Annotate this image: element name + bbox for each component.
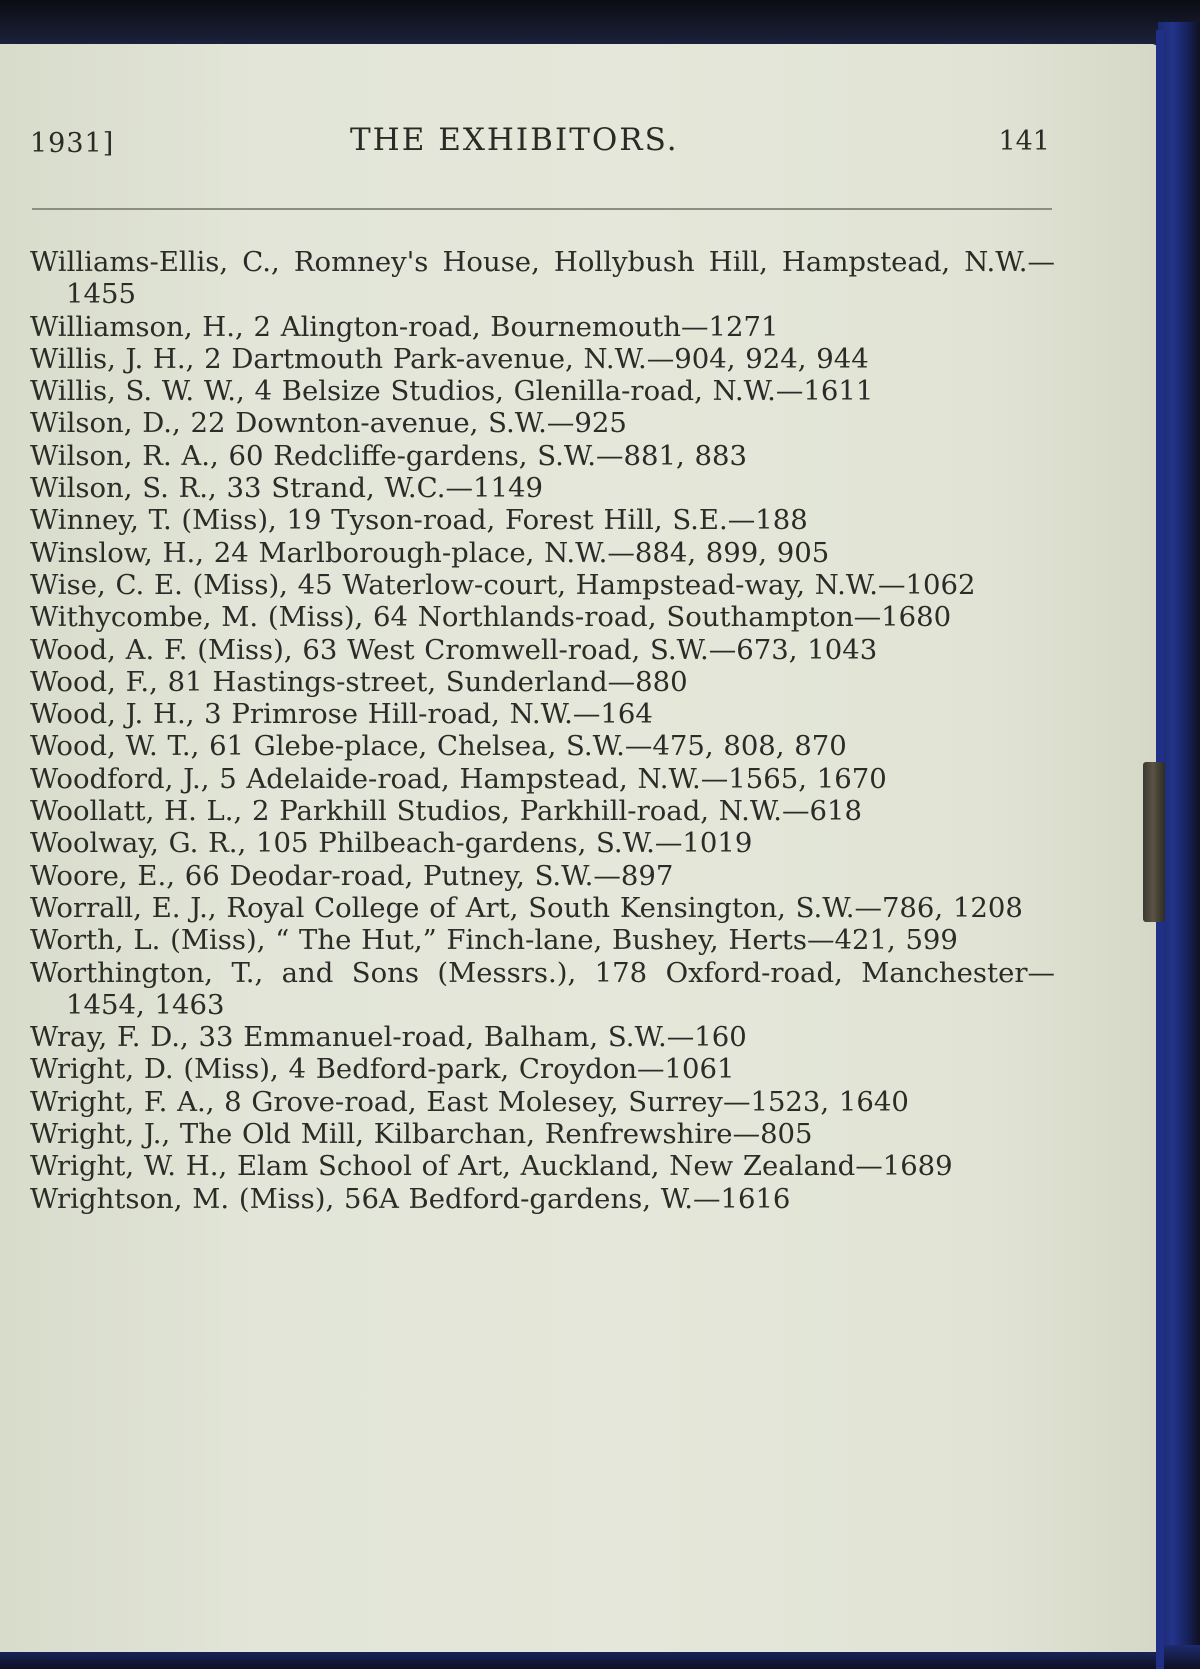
exhibitor-entry: Withycombe, M. (Miss), 64 Northlands-road, Southampton—1680 — [30, 601, 952, 634]
exhibitor-entry: Wright, W. H., Elam School of Art, Auckland, New Zealand—1689 — [30, 1150, 953, 1183]
header-year: 1931] — [30, 128, 115, 159]
exhibitor-entry: Williams-Ellis, C., Romney's House, Hollybush Hill, Hampstead, N.W.—1455 — [30, 246, 1055, 311]
exhibitor-entry: Willis, J. H., 2 Dartmouth Park-avenue, N.W.—904, 924, 944 — [30, 342, 869, 375]
exhibitor-entry: Wood, J. H., 3 Primrose Hill-road, N.W.—164 — [30, 698, 653, 731]
exhibitor-entry: Wilson, D., 22 Downton-avenue, S.W.—925 — [30, 407, 627, 440]
exhibitor-entry: Woollatt, H. L., 2 Parkhill Studios, Parkhill-road, N.W.—618 — [30, 795, 863, 828]
exhibitor-entry: Wright, J., The Old Mill, Kilbarchan, Renfrewshire—805 — [30, 1118, 813, 1151]
exhibitor-entry: Wood, F., 81 Hastings-street, Sunderland—880 — [30, 665, 688, 698]
exhibitor-entry: Worthington, T., and Sons (Messrs.), 178 Oxford-road, Manchester—1454, 1463 — [30, 956, 1055, 1021]
exhibitor-entry: Winslow, H., 24 Marlborough-place, N.W.—884, 899, 905 — [30, 536, 830, 569]
exhibitor-entry: Woodford, J., 5 Adelaide-road, Hampstead, N.W.—1565, 1670 — [30, 762, 887, 795]
exhibitor-entry: Wrightson, M. (Miss), 56A Bedford-gardens, W.—1616 — [30, 1182, 791, 1215]
exhibitor-entry: Woolway, G. R., 105 Philbeach-gardens, S.W.—1019 — [30, 827, 753, 860]
exhibitor-entry: Wright, D. (Miss), 4 Bedford-park, Croydon—1061 — [30, 1053, 735, 1086]
exhibitor-entry: Willis, S. W. W., 4 Belsize Studios, Glenilla-road, N.W.—1611 — [30, 375, 874, 408]
exhibitor-entry: Worth, L. (Miss), “ The Hut,” Finch-lane, Bushey, Herts—421, 599 — [30, 924, 958, 957]
header-rule — [32, 208, 1052, 210]
exhibitor-entry: Wood, W. T., 61 Glebe-place, Chelsea, S.W.—475, 808, 870 — [30, 730, 847, 763]
bookmark-ribbon — [1143, 762, 1165, 922]
exhibitor-entry: Wray, F. D., 33 Emmanuel-road, Balham, S.W.—160 — [30, 1021, 747, 1054]
exhibitor-entry: Wilson, R. A., 60 Redcliffe-gardens, S.W.—881, 883 — [30, 439, 748, 472]
page-header — [30, 120, 1050, 170]
exhibitor-entry: Wright, F. A., 8 Grove-road, East Molesey, Surrey—1523, 1640 — [30, 1085, 909, 1118]
exhibitor-entry: Wise, C. E. (Miss), 45 Waterlow-court, Hampstead-way, N.W.—1062 — [30, 568, 976, 601]
exhibitor-entry: Wood, A. F. (Miss), 63 West Cromwell-road, S.W.—673, 1043 — [30, 633, 878, 666]
page-title: THE EXHIBITORS. — [350, 122, 679, 158]
exhibitor-entry: Williamson, H., 2 Alington-road, Bournemouth—1271 — [30, 310, 779, 343]
exhibitor-entry: Wilson, S. R., 33 Strand, W.C.—1149 — [30, 472, 543, 505]
exhibitor-list — [30, 246, 1055, 1215]
exhibitor-entry: Winney, T. (Miss), 19 Tyson-road, Forest Hill, S.E.—188 — [30, 504, 808, 537]
exhibitor-entry: Woore, E., 66 Deodar-road, Putney, S.W.—897 — [30, 859, 674, 892]
exhibitor-entry: Worrall, E. J., Royal College of Art, South Kensington, S.W.—786, 1208 — [30, 891, 1023, 924]
page-number: 141 — [998, 126, 1050, 157]
